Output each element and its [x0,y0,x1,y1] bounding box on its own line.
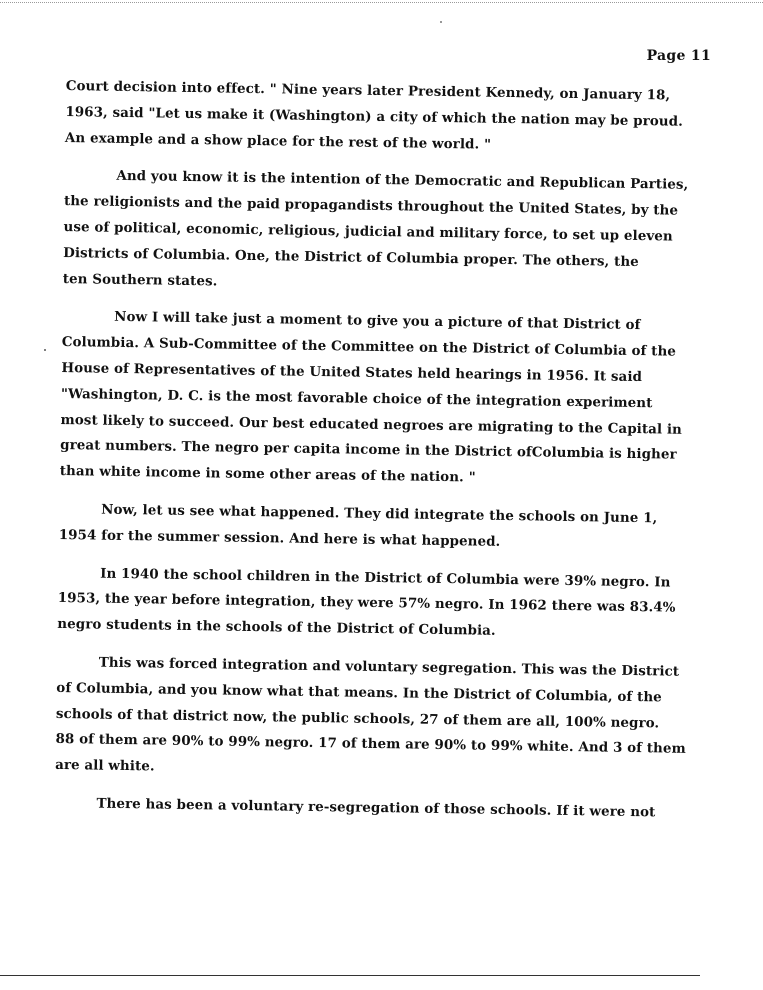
text-line: And you know it is the intention of the Democratic and Republican Parties, [116,168,689,194]
text-line: Districts of Columbia. One, the District of Columbia proper. The others, the [63,244,639,270]
paragraph [55,650,697,789]
text-line: Now I will take just a moment to give you a picture of that District of [114,309,641,334]
text-line: "Washington, D. C. is the most favorable choice of the integration experiment [60,385,653,412]
text-line: Court decision into effect. " Nine years later President Kennedy, on January 18, [65,77,671,104]
text-line: ten Southern states. [62,270,218,289]
margin-speck [44,349,46,351]
text-line: There has been a voluntary re-segregation of those schools. If it were not [96,795,656,821]
paragraph [57,560,698,647]
text-line: 1963, said "Let us make it (Washington) a city of which the nation may be proud. [65,103,684,130]
text-line: 1954 for the summer session. And here is what happened. [58,526,501,550]
text-line: House of Representatives of the United States held hearings in 1956. It said [61,359,643,386]
page-bottom-rule [0,975,700,976]
scan-speck [440,21,442,23]
text-line: the religionists and the paid propagandists throughout the United States, by the [63,193,679,219]
text-line: Columbia. A Sub-Committee of the Committee on the District of Columbia of the [61,334,677,360]
text-line: most likely to succeed. Our best educated negroes are migrating to the Capital in [60,411,683,438]
text-line: negro students in the schools of the District of Columbia. [57,616,496,639]
text-line: great numbers. The negro per capita income in the District ofColumbia is higher [60,437,677,463]
text-line: An example and a show place for the rest of the world. " [64,129,492,153]
text-line: use of political, economic, religious, judicial and military force, to set up eleven [63,218,673,245]
paragraph [60,304,703,495]
page-top-border [0,2,763,3]
text-line: In 1940 the school children in the District of Columbia were 39% negro. In [100,565,671,591]
text-line: than white income in some other areas of the nation. " [59,463,476,486]
paragraph [54,791,694,827]
text-line: are all white. [55,757,155,775]
document-body [54,74,706,839]
paragraph [65,74,706,161]
paragraph [59,497,700,559]
text-line: of Columbia, and you know what that means. In the District of Columbia, of the [56,679,662,706]
text-line: Now, let us see what happened. They did integrate the schools on June 1, [101,501,658,527]
text-line: 88 of them are 90% to 99% negro. 17 of them are 90% to 99% white. And 3 of them [55,731,686,758]
text-line: This was forced integration and voluntary segregation. This was the District [98,654,680,680]
text-line: 1953, the year before integration, they were 57% negro. In 1962 there was 83.4% [57,590,676,616]
paragraph [63,163,705,302]
page-number: Page 11 [646,48,711,64]
text-line: schools of that district now, the public schools, 27 of them are all, 100% negro. [55,705,660,731]
